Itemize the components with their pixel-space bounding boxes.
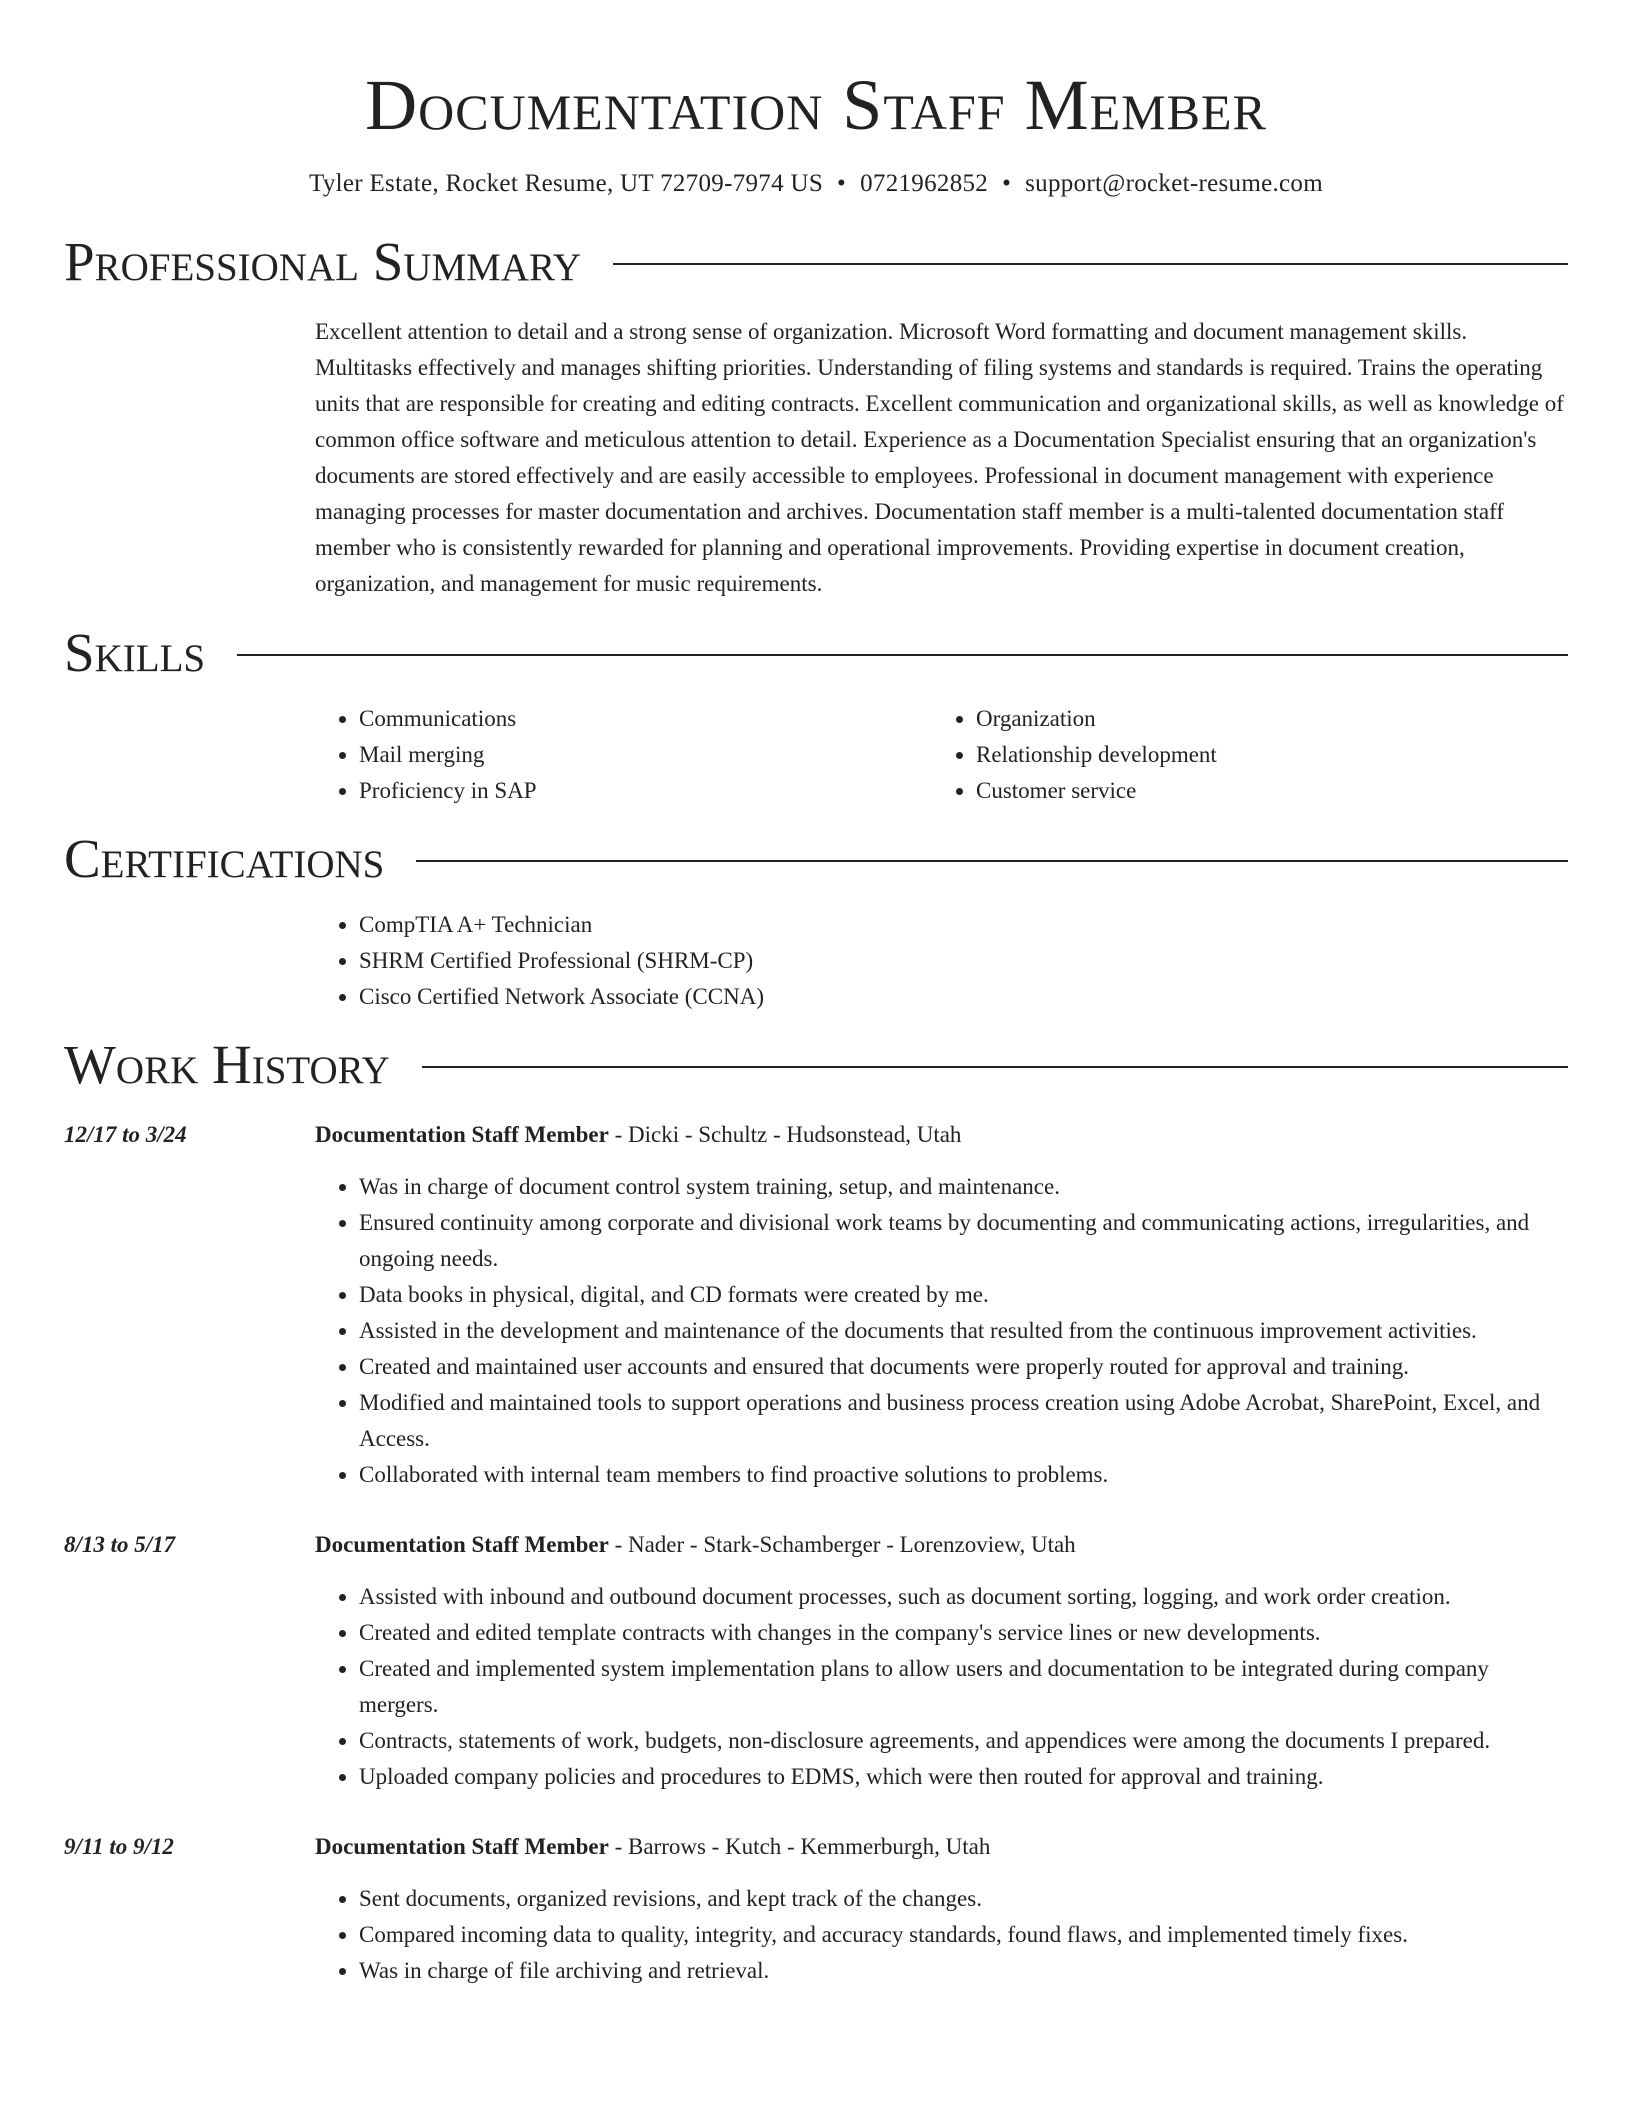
contact-separator: • [1002,170,1012,197]
job-duty: • Was in charge of document control system training, setup, and maintenance. [359,1169,1568,1205]
job-duties [315,1169,1568,1493]
skill-item: • Customer service [976,773,1549,809]
job-duty: • Uploaded company policies and procedures to EDMS, which were then routed for approval and training. [359,1759,1568,1795]
certifications-section-header [64,827,1568,891]
job-role: Documentation Staff Member [315,1834,609,1859]
job-dates: 9/11 to 9/12 [64,1834,174,1859]
resume-page [64,0,1568,1989]
job-employer: - Dicki - Schultz - Hudsonstead, Utah [608,1122,962,1147]
skill-item: • Communications [359,701,932,737]
job-duty: • Modified and maintained tools to support operations and business process creation using Adobe Acrobat, SharePoint, Excel, and Access. [359,1385,1568,1457]
skill-item: • Relationship development [976,737,1549,773]
job-dates: 12/17 to 3/24 [64,1122,187,1147]
job-role: Documentation Staff Member [315,1122,609,1147]
certification-item: • Cisco Certified Network Associate (CCNA) [359,979,1568,1015]
job-header [64,1829,1568,1865]
skill-item: • Organization [976,701,1549,737]
work-history-section-header [64,1033,1568,1097]
job-title-line [315,1829,990,1865]
skills-list [315,701,1568,809]
skills-column-left [315,701,932,809]
section-divider [237,654,1568,656]
job-duty: • Assisted with inbound and outbound document processes, such as document sorting, logging, and work order creation. [359,1579,1568,1615]
job-duty: • Ensured continuity among corporate and divisional work teams by documenting and communicating actions, irregularities, and ongoing needs. [359,1205,1568,1277]
contact-phone: 0721962852 [860,170,989,197]
skills-column-right [932,701,1549,809]
job-duty: • Collaborated with internal team members to find proactive solutions to problems. [359,1457,1568,1493]
job-header [64,1527,1568,1563]
certification-item: • SHRM Certified Professional (SHRM-CP) [359,943,1568,979]
job-duty: • Created and implemented system implementation plans to allow users and documentation to be integrated during company mergers. [359,1651,1568,1723]
resume-name: Documentation Staff Member [365,65,1267,145]
job-dates: 8/13 to 5/17 [64,1532,176,1557]
job-duties [315,1579,1568,1795]
job-duty: • Compared incoming data to quality, integrity, and accuracy standards, found flaws, and implemented timely fixes. [359,1917,1568,1953]
job-title-line [315,1117,961,1153]
job-duty: • Created and maintained user accounts and ensured that documents were properly routed for approval and training. [359,1349,1568,1385]
skill-item: • Mail merging [359,737,932,773]
section-divider [416,860,1568,862]
contact-address: Tyler Estate, Rocket Resume, UT 72709-7974 US [309,170,824,197]
summary-section [315,314,1568,602]
job-entry [64,1829,1568,1989]
section-divider [613,263,1568,265]
job-title-line [315,1527,1076,1563]
job-duty: • Sent documents, organized revisions, and kept track of the changes. [359,1881,1568,1917]
certifications-list [315,907,1568,1015]
job-duties [315,1881,1568,1989]
job-duty: • Data books in physical, digital, and CD formats were created by me. [359,1277,1568,1313]
job-duty: • Created and edited template contracts with changes in the company's service lines or new developments. [359,1615,1568,1651]
section-divider [422,1066,1568,1068]
contact-separator: • [837,170,847,197]
job-duty: • Was in charge of file archiving and retrieval. [359,1953,1568,1989]
skills-section-header [64,621,1568,685]
job-employer: - Nader - Stark-Schamberger - Lorenzoview, Utah [608,1532,1076,1557]
contact-line [64,168,1568,200]
summary-text: Excellent attention to detail and a strong sense of organization. Microsoft Word formatting and document management skills. Multitasks effectively and manages shifting priorities. Understanding of filing systems and standards is required. Trains the operating units that are responsible for creating and editing contracts. Excellent communication and organizational skills, as well as knowledge of common office software and meticulous attention to detail. Experience as a Documentation Specialist ensuring that an organization's documents are stored effectively and are easily accessible to employees. Professional in document management with experience managing processes for master documentation and archives. Documentation staff member is a multi-talented documentation staff member who is consistently rewarded for planning and operational improvements. Providing expertise in document creation, organization, and management for music requirements. [315,319,1564,596]
contact-email: support@rocket-resume.com [1025,170,1323,197]
certification-item: • CompTIA A+ Technician [359,907,1568,943]
job-duty: • Contracts, statements of work, budgets, non-disclosure agreements, and appendices were among the documents I prepared. [359,1723,1568,1759]
summary-heading: Professional Summary [64,231,582,292]
job-employer: - Barrows - Kutch - Kemmerburgh, Utah [608,1834,991,1859]
job-header [64,1117,1568,1153]
certifications-heading: Certifications [64,828,385,889]
skills-heading: Skills [64,622,206,683]
summary-section-header [64,230,1568,294]
job-duty: • Assisted in the development and maintenance of the documents that resulted from the continuous improvement activities. [359,1313,1568,1349]
work-history-heading: Work History [64,1034,390,1095]
job-role: Documentation Staff Member [315,1532,609,1557]
job-entry [64,1527,1568,1795]
skill-item: • Proficiency in SAP [359,773,932,809]
job-entry [64,1117,1568,1493]
